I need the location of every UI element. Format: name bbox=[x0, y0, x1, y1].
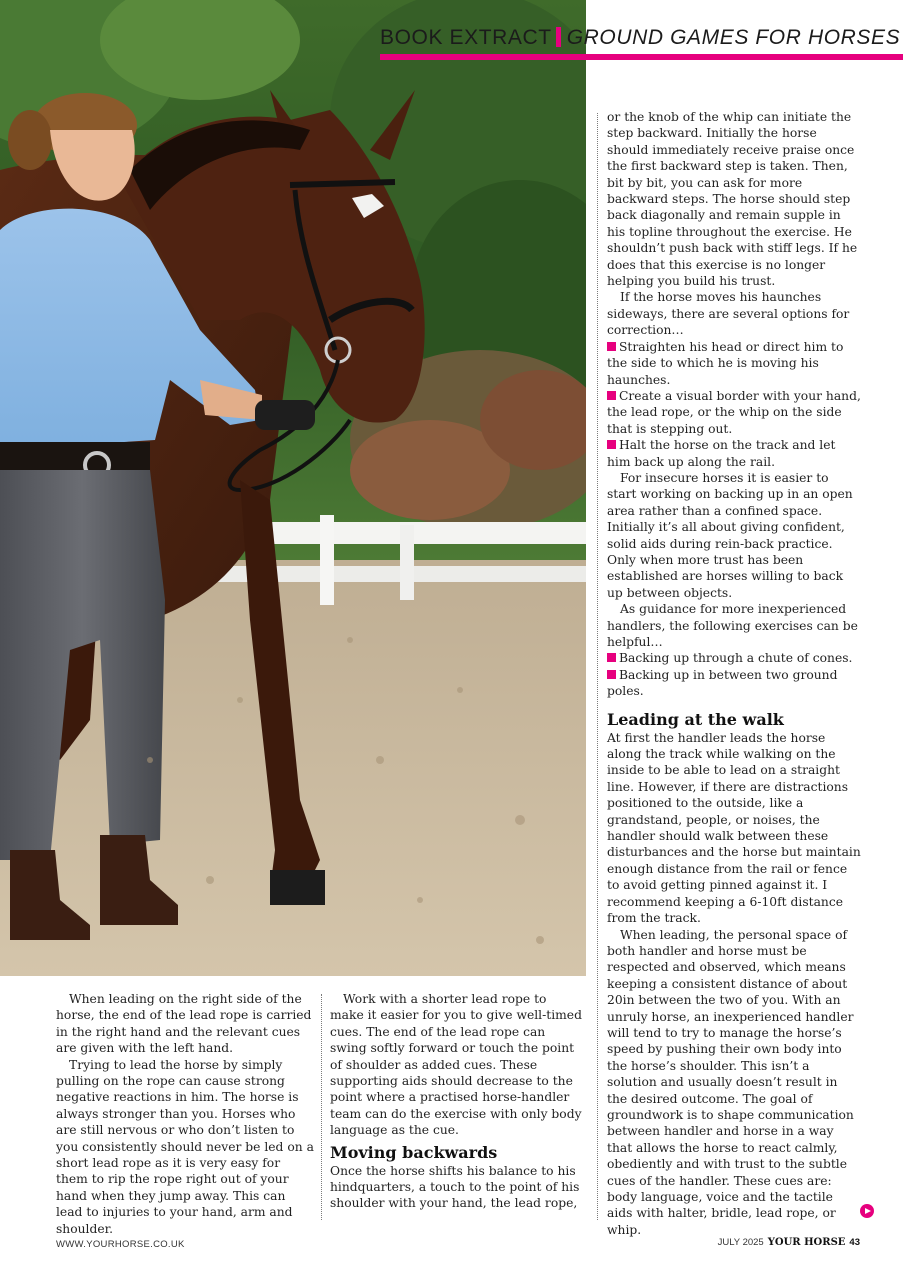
paragraph: As guidance for more inexperienced handlers, the following exercises can be helpful… bbox=[607, 602, 858, 649]
bullet-item: Backing up through a chute of cones. bbox=[607, 650, 861, 666]
bullet-item: Backing up in between two ground poles. bbox=[607, 667, 838, 699]
website-url: WWW.YOURHORSE.CO.UK bbox=[56, 1239, 185, 1250]
article-photo bbox=[0, 0, 586, 976]
article-title: GROUND GAMES FOR HORSES bbox=[566, 26, 901, 49]
bullet-square-icon bbox=[607, 670, 616, 679]
issue-date: JULY 2025 bbox=[717, 1237, 764, 1248]
bullet-item: Straighten his head or direct him to the side to which he is moving his haunches. bbox=[607, 339, 844, 387]
subheading: Moving backwards bbox=[330, 1142, 498, 1162]
text-column-3 bbox=[607, 109, 861, 1238]
paragraph: Work with a shorter lead rope to make it easier for you to give well-timed cues. The end of the lead rope can swing softly forward or touch the point of shoulder as added cues. These supporting aids should decrease to the point where a practised horse-handler team can do the exercise with only body language as the cue. bbox=[330, 992, 582, 1138]
bullet-item: Create a visual border with your hand, the lead rope, or the whip on the side that is stepping out. bbox=[607, 388, 861, 436]
bullet-square-icon bbox=[607, 440, 616, 449]
section-header bbox=[380, 26, 903, 62]
magazine-name: YOUR HORSE bbox=[767, 1237, 846, 1248]
bullet-square-icon bbox=[607, 653, 616, 662]
text-column-2 bbox=[330, 991, 584, 1212]
header-separator bbox=[556, 27, 561, 47]
section-label: BOOK EXTRACT bbox=[380, 26, 552, 49]
page-number: 43 bbox=[849, 1237, 860, 1248]
page-folio bbox=[718, 1237, 860, 1248]
continue-arrow-icon bbox=[860, 1204, 874, 1218]
bullet-square-icon bbox=[607, 391, 616, 400]
subheading: Leading at the walk bbox=[607, 709, 784, 729]
paragraph: When leading on the right side of the horse, the end of the lead rope is carried in the right hand and the relevant cues are given with the left hand. bbox=[56, 992, 312, 1056]
paragraph: Once the horse shifts his balance to his hindquarters, a touch to the point of his shoulder with your hand, the lead rope, bbox=[330, 1163, 580, 1211]
column-divider bbox=[597, 113, 598, 1220]
paragraph: For insecure horses it is easier to start working on backing up in an open area rather than a confined space. Initially it’s all about giving confident, solid aids during rein-back practice. Only when more trust has been established are horses willing to back up between objects. bbox=[607, 470, 853, 600]
paragraph: Trying to lead the horse by simply pulling on the rope can cause strong negative reactions in him. The horse is always stronger than you. Horses who are still nervous or who don’t listen to you consistently should never be led on a short lead rope as it is very easy for them to rip the rope right out of your hand when they jump away. This can lead to injuries to your hand, arm and shoulder. bbox=[56, 1057, 314, 1236]
text-column-1 bbox=[56, 991, 314, 1237]
paragraph: If the horse moves his haunches sideways, there are several options for correction… bbox=[607, 290, 850, 338]
header-rule bbox=[380, 54, 903, 60]
bullet-item: Halt the horse on the track and let him back up along the rail. bbox=[607, 438, 836, 469]
column-divider bbox=[321, 994, 322, 1220]
paragraph: At first the handler leads the horse along the track while walking on the inside to be able to lead on a straight line. However, if there are distractions positioned to the outside, like a grandstand, people, or noises, the handler should walk between these disturbances and the horse but maintain enough distance from the rail or fence to avoid getting pinned against it. I recommend keeping a 6-10ft distance from the track. bbox=[607, 730, 861, 926]
paragraph: When leading, the personal space of both handler and horse must be respected and observed, which means keeping a consistent distance of about 20in between the two of you. With an unruly horse, an inexperienced handler will tend to try to manage the horse’s speed by pushing their own body into the horse’s shoulder. This isn’t a solution and usually doesn’t result in the desired outcome. The goal of groundwork is to shape communication between handler and horse in a way that allows the horse to react calmly, obediently and with trust to the subtle cues of the handler. These cues are: body language, voice and the tactile aids with halter, bridle, lead rope, or whip. bbox=[607, 927, 854, 1237]
bullet-square-icon bbox=[607, 342, 616, 351]
paragraph: or the knob of the whip can initiate the step backward. Initially the horse should immediately receive praise once the first backward step is taken. Then, bit by bit, you can ask for more backward steps. The horse should step back diagonally and remain supple in his topline throughout the exercise. He shouldn’t push back with stiff legs. If he does that this exercise is no longer helping you build his trust. bbox=[607, 110, 858, 289]
